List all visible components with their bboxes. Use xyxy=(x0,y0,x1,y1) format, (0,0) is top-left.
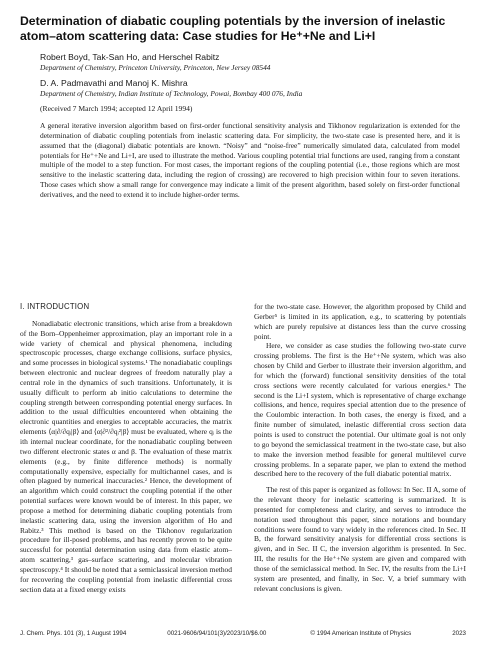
copyright-notice: © 1994 American Institute of Physics xyxy=(310,630,412,637)
article-title: Determination of diabatic coupling potentials by the inversion of inelastic atom–atom scattering data: Case studies for He⁺+Ne and Li+I xyxy=(20,14,446,43)
right-column xyxy=(254,302,466,594)
right-paragraph-2: Here, we consider as case studies the following two-state curve crossing problems. The first is the He⁺+Ne system, which was also chosen by Child and Gerber to illustrate their inversion algorithm, and for which the (forward) functional sensitivity densities of the total cross sections were recently calculated for various energies.⁶ The second is the Li+I system, which is representative of charge exchange collisions, and hence, requires special attention due to the presence of the Coulombic interaction. In both cases, the energy is fixed, and a finite number of simulated, inelastic differential cross section data points is used to construct the potential. Our ultimate goal is not only to go beyond the semiclassical treatment in the two-state case, but also to make the inversion method feasible for general multilevel curve crossing problems. In a separate paper, we plan to extend the method described here to the recovery of the full diabatic potential matrix. xyxy=(254,341,466,479)
article-code: 0021-9606/94/101(3)/2023/10/$6.00 xyxy=(167,630,267,637)
left-column xyxy=(20,302,232,594)
intro-paragraph-1: Nonadiabatic electronic transitions, which arise from a breakdown of the Born–Oppenheimer approximation, play an important role in a wide variety of chemical and physical phenomena, including spectroscopic processes, charge exchange collisions, surface physics, and some processes in biological systems.¹ The nonadiabatic couplings between electronic and nuclear degrees of freedom naturally play a central role in the dynamics of such transitions. Unfortunately, it is usually difficult to perform ab initio calculations to determine the coupling strength between corresponding potential energy surfaces. In addition to the usual difficulties encountered when obtaining the electronic quantities and energies to acceptable accuracies, the matrix elements ⟨α|∂/∂qᵢ|β⟩ and ⟨α|∂²/∂qᵢ²|β⟩ must be evaluated, where qᵢ is the ith internal nuclear coordinate, for the nonadiabatic coupling between two different electronic states α and β. The evaluation of these matrix elements (e.g., by finite difference methods) is normally computationally expensive, especially for multichannel cases, and is often plagued by numerical inaccuracies.² Hence, the development of an algorithm which could construct the coupling potential if the other potential surfaces were known would be of interest. In this paper, we propose a method for determining diabatic coupling potentials from inelastic scattering data, using the inversion algorithm of Ho and Rabitz.³ This method is based on the Tikhonov regularization procedure for ill-posed problems, and has recently proven to be quite successful for potential determination using data from elastic atom–atom scattering,³ gas–surface scattering, and molecular vibration spectroscopy.⁴ It should be noted that a semiclassical inversion method for recovering the coupling potential from inelastic differential cross section data at a fixed energy exists xyxy=(20,318,232,594)
affiliation-1: Department of Chemistry, Princeton University, Princeton, New Jersey 08544 xyxy=(40,63,271,72)
page-number: 2023 xyxy=(452,630,466,637)
right-paragraph-1: for the two-state case. However, the algorithm proposed by Child and Gerber⁵ is limited in its application, e.g., to scattering by potentials which are purely repulsive at distances less than the curve crossing point. xyxy=(254,302,466,341)
body-columns xyxy=(20,302,466,594)
author-block xyxy=(40,52,466,114)
abstract: A general iterative inversion algorithm based on first-order functional sensitivity analysis and Tikhonov regularization is extended for the determination of diabatic coupling potentials from inelastic scattering data. For simplicity, the two-state case is presented here, and it is assumed that the (diagonal) diabatic potentials are known. “Noisy” and “noise-free” numerically simulated data, calculated from model potentials for He⁺+Ne and Li+I, are used to illustrate the method. Various coupling potential trial functions are used, ranging from a constant multiple of the model to a step function. For most cases, the important regions of the coupling potential (i.e., those regions which are most sensitive to the inelastic scattering data, including the region of crossing) are recovered to high precision within four to seven iterations. Those cases which show a small range for convergence may indicate a limit of the present algorithm, based solely on first-order functional derivatives, and the need to extend it to include higher-order terms. xyxy=(40,121,460,199)
received-dates: (Received 7 March 1994; accepted 12 April 1994) xyxy=(40,104,193,113)
right-paragraph-3: The rest of this paper is organized as follows: In Sec. II A, some of the relevant theory for inelastic scattering is summarized. It is presented for completeness and clarity, and serves to introduce the notation used throughout this paper, since notations and boundary conditions were found to vary widely in the references cited. In Sec. II B, the forward sensitivity analysis for differential cross sections is given, and in Sec. II C, the inversion algorithm is presented. In Sec. III, the results for the He⁺+Ne system are given and compared with those of the semiclassical method. In Sec. IV, the results from the Li+I system are presented, and finally, in Sec. V, a brief summary with relevant conclusions is given. xyxy=(254,485,466,593)
article-page xyxy=(20,14,466,639)
author-group-2: D. A. Padmavathi and Manoj K. Mishra xyxy=(40,78,188,88)
author-group-1: Robert Boyd, Tak-San Ho, and Herschel Rabitz xyxy=(40,52,220,62)
journal-citation: J. Chem. Phys. 101 (3), 1 August 1994 xyxy=(20,630,127,637)
affiliation-2: Department of Chemistry, Indian Institute of Technology, Powai, Bombay 400 076, India xyxy=(40,89,303,98)
section-heading-introduction: I. INTRODUCTION xyxy=(20,302,90,311)
page-footer xyxy=(20,630,466,637)
footer-center xyxy=(167,630,411,637)
